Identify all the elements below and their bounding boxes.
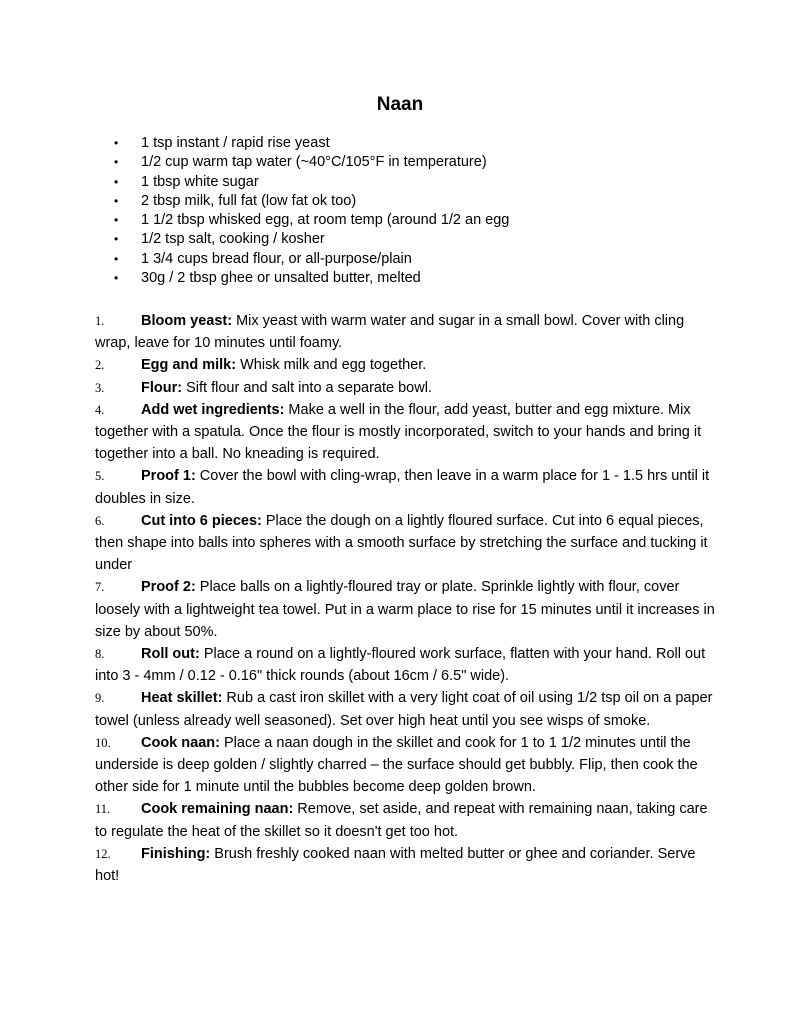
- step-number: 12.: [95, 846, 111, 861]
- bullet-icon: •: [114, 251, 119, 266]
- step-heading: Add wet ingredients:: [141, 401, 285, 418]
- ingredient-item: • 1/2 cup warm tap water (~40°C/105°F in temperature): [114, 153, 509, 172]
- step-item: [95, 576, 715, 643]
- ingredient-item: • 30g / 2 tbsp ghee or unsalted butter, melted: [114, 269, 509, 288]
- ingredient-item: • 1 tbsp white sugar: [114, 173, 509, 192]
- step-item: [95, 643, 715, 687]
- step-number: 7.: [95, 580, 105, 595]
- step-number: 6.: [95, 513, 105, 528]
- step-item: [95, 798, 715, 842]
- step-heading: Cut into 6 pieces:: [141, 512, 262, 529]
- step-number: 11.: [95, 802, 111, 817]
- step-text: Place balls on a lightly-floured tray or plate. Sprinkle lightly with flour, cover loosely with a lightweight tea towel. Put in a warm place to rise for 15 minutes until it increases in size by about 50%.: [95, 579, 715, 640]
- step-item: [95, 732, 715, 799]
- step-text: Rub a cast iron skillet with a very light coat of oil using 1/2 tsp oil on a paper towel (unless already well seasoned). Set over high heat until you see wisps of smoke.: [95, 690, 713, 729]
- step-item: [95, 399, 715, 466]
- bullet-icon: •: [114, 213, 119, 228]
- step-number: 4.: [95, 402, 105, 417]
- step-heading: Cook remaining naan:: [141, 801, 294, 818]
- step-heading: Proof 1:: [141, 468, 196, 485]
- step-text: Remove, set aside, and repeat with remaining naan, taking care to regulate the heat of the skillet so it doesn't get too hot.: [95, 801, 708, 840]
- bullet-icon: •: [114, 271, 119, 286]
- step-item: [95, 843, 715, 887]
- step-number: 9.: [95, 691, 105, 706]
- step-text: Sift flour and salt into a separate bowl.: [182, 379, 432, 396]
- step-number: 1.: [95, 314, 105, 328]
- step-number: 10.: [95, 735, 111, 750]
- ingredient-item: • 2 tbsp milk, full fat (low fat ok too): [114, 192, 509, 211]
- step-heading: Roll out:: [141, 646, 200, 663]
- ingredients-list: [114, 134, 509, 288]
- document-title: Naan: [376, 94, 424, 115]
- step-item: [95, 510, 715, 577]
- step-text: Cover the bowl with cling-wrap, then leave in a warm place for 1 - 1.5 hrs until it doubles in size.: [95, 468, 710, 507]
- ingredient-item: • 1 3/4 cups bread flour, or all-purpose/plain: [114, 250, 509, 269]
- step-heading: Flour:: [141, 379, 183, 396]
- step-text: Place a round on a lightly-floured work surface, flatten with your hand. Roll out into 3 - 4mm / 0.12 - 0.16" thick rounds (about 16cm / 6.5" wide).: [95, 646, 706, 685]
- step-heading: Proof 2:: [141, 579, 196, 596]
- step-heading: Cook naan:: [141, 734, 220, 751]
- step-number: 5.: [95, 469, 105, 484]
- step-heading: Egg and milk:: [141, 357, 237, 374]
- bullet-icon: •: [114, 155, 119, 170]
- step-number: 2.: [95, 358, 105, 373]
- step-number: 8.: [95, 647, 105, 662]
- ingredient-item: • 1 1/2 tbsp whisked egg, at room temp (around 1/2 an egg: [114, 211, 509, 230]
- bullet-icon: •: [114, 136, 119, 150]
- step-item: [95, 687, 715, 731]
- step-item: [95, 465, 715, 509]
- step-heading: Bloom yeast:: [141, 313, 233, 329]
- bullet-icon: •: [114, 193, 119, 208]
- steps-list: [95, 310, 715, 887]
- step-item: [95, 310, 715, 354]
- step-text: Whisk milk and egg together.: [236, 357, 427, 374]
- ingredient-item: • 1/2 tsp salt, cooking / kosher: [114, 230, 509, 249]
- step-item: [95, 354, 715, 376]
- step-text: Brush freshly cooked naan with melted butter or ghee and coriander. Serve hot!: [95, 845, 696, 885]
- step-heading: Finishing:: [141, 845, 211, 862]
- step-number: 3.: [95, 380, 105, 395]
- step-text: Place the dough on a lightly floured surface. Cut into 6 equal pieces, then shape into balls into spheres with a smooth surface by stretching the surface and tucking it under: [95, 512, 708, 574]
- step-text: Make a well in the flour, add yeast, butter and egg mixture. Mix together with a spatula. Once the flour is mostly incorporated, switch to your hands and bring it together into a ball. No kneading is required.: [95, 401, 702, 463]
- step-item: [95, 377, 715, 399]
- step-text: Mix yeast with warm water and sugar in a small bowl. Cover with cling wrap, leave for 10 minutes until foamy.: [95, 313, 685, 352]
- bullet-icon: •: [114, 232, 119, 247]
- bullet-icon: •: [114, 174, 119, 189]
- ingredient-item: • 1 tsp instant / rapid rise yeast: [114, 134, 509, 153]
- step-text: Place a naan dough in the skillet and cook for 1 to 1 1/2 minutes until the underside is deep golden / slightly charred – the surface should get bubbly. Flip, then cook the other side for 1 minute until the bubbles become deep golden brown.: [95, 734, 698, 796]
- step-heading: Heat skillet:: [141, 690, 223, 707]
